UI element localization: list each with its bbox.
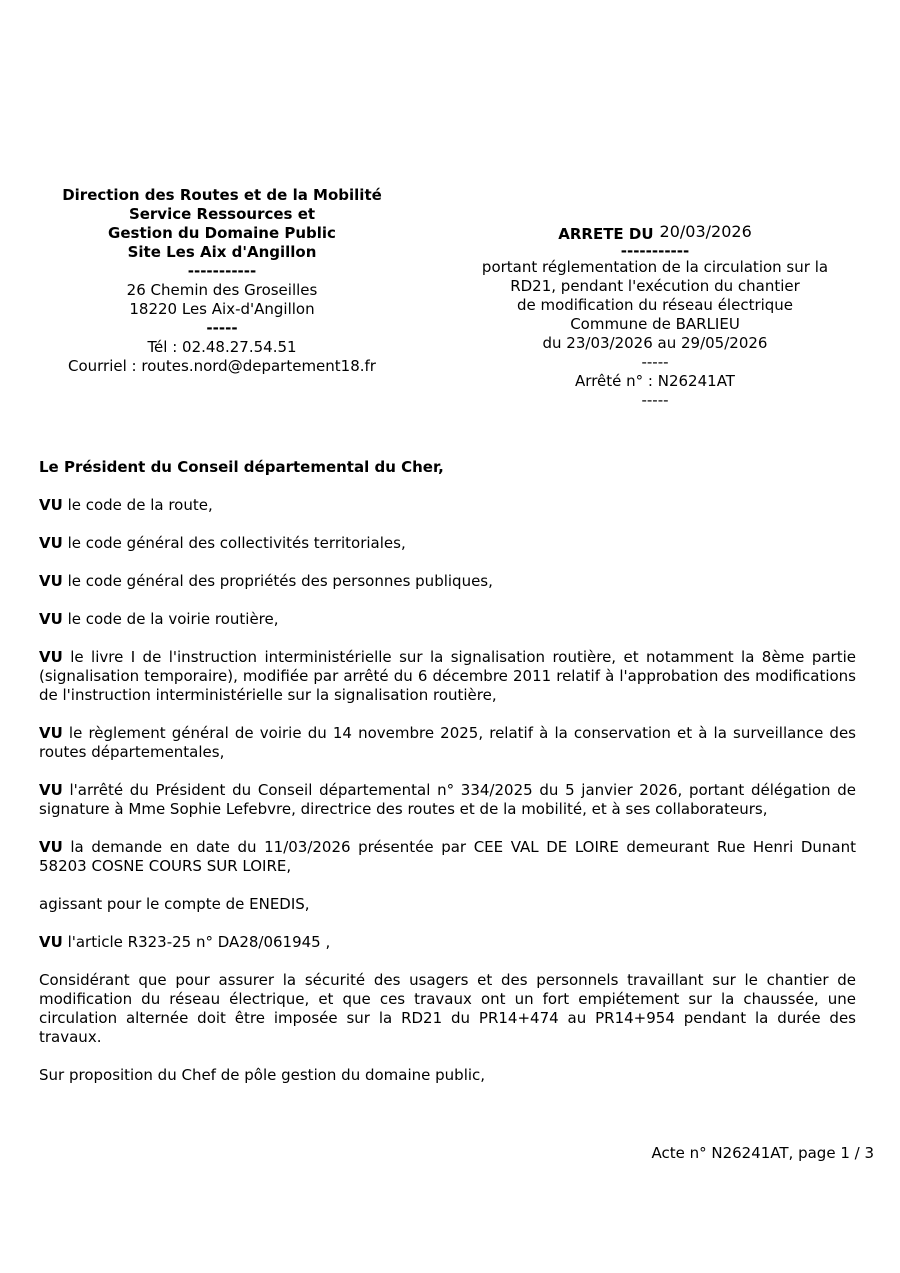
issuer-block (42, 186, 402, 376)
vu-item: VU l'arrêté du Président du Conseil départemental n° 334/2025 du 5 janvier 2026, portant délégation de signature à Mme Sophie Lefebvre, directrice des routes et de la mobilité, et à ses collaborateurs, (39, 781, 856, 818)
arrete-header-block (470, 224, 840, 410)
agissant-line: agissant pour le compte de ENEDIS, (39, 895, 310, 913)
subject-line3: de modification du réseau électrique (516, 296, 794, 314)
subject-line1: portant réglementation de la circulation sur la (481, 258, 829, 276)
period: du 23/03/2026 au 29/05/2026 (542, 334, 768, 352)
arrete-title-line (470, 224, 840, 244)
separator: ----- (206, 319, 238, 337)
president-line: Le Président du Conseil départemental du Cher, (39, 458, 444, 476)
service-name-line2: Gestion du Domaine Public (108, 224, 336, 242)
direction-name: Direction des Routes et de la Mobilité (62, 186, 382, 204)
address-line1: 26 Chemin des Groseilles (126, 281, 318, 299)
proposition-line: Sur proposition du Chef de pôle gestion du domaine public, (39, 1066, 486, 1084)
email: Courriel : routes.nord@departement18.fr (68, 357, 376, 375)
arrete-number: Arrêté n° : N26241AT (575, 372, 735, 390)
separator: ----------- (187, 262, 257, 280)
arrete-title: ARRETE DU (558, 225, 654, 243)
phone: Tél : 02.48.27.54.51 (147, 338, 297, 356)
vu-item: VU le règlement général de voirie du 14 novembre 2025, relatif à la conservation et à la surveillance des routes départementales, (39, 724, 856, 761)
considerant-paragraph: Considérant que pour assurer la sécurité des usagers et des personnels travaillant sur le chantier de modification du réseau électrique, et que ces travaux ont un fort empiétement sur la chaussée, une circulation alternée doit être imposée sur la RD21 du PR14+474 au PR14+954 pendant la durée des travaux. (39, 971, 856, 1046)
separator: ----- (641, 391, 669, 409)
vu-item: VU le code de la route, (39, 496, 213, 514)
site-name: Site Les Aix d'Angillon (127, 243, 317, 261)
address-line2: 18220 Les Aix-d'Angillon (129, 300, 315, 318)
separator: ----- (641, 353, 669, 371)
vu-item: VU la demande en date du 11/03/2026 présentée par CEE VAL DE LOIRE demeurant Rue Henri Dunant 58203 COSNE COURS SUR LOIRE, (39, 838, 856, 875)
vu-item: VU le code de la voirie routière, (39, 610, 279, 628)
vu-item: VU le livre I de l'instruction interministérielle sur la signalisation routière, et notamment la 8ème partie (signalisation temporaire), modifiée par arrêté du 6 décembre 2011 relatif à l'approbation des modifications de l'instruction interministérielle sur la signalisation routière, (39, 648, 856, 704)
vu-item: VU le code général des propriétés des personnes publiques, (39, 572, 493, 590)
commune: Commune de BARLIEU (570, 315, 740, 333)
vu-item: VU l'article R323-25 n° DA28/061945 , (39, 933, 331, 951)
separator: ----------- (620, 242, 690, 260)
document-body (39, 458, 856, 1104)
subject-line2: RD21, pendant l'exécution du chantier (510, 277, 800, 295)
vu-item: VU le code général des collectivités territoriales, (39, 534, 406, 552)
page-footer: Acte n° N26241AT, page 1 / 3 (651, 1144, 874, 1162)
service-name-line1: Service Ressources et (128, 205, 316, 223)
arrete-date: 20/03/2026 (659, 222, 752, 241)
